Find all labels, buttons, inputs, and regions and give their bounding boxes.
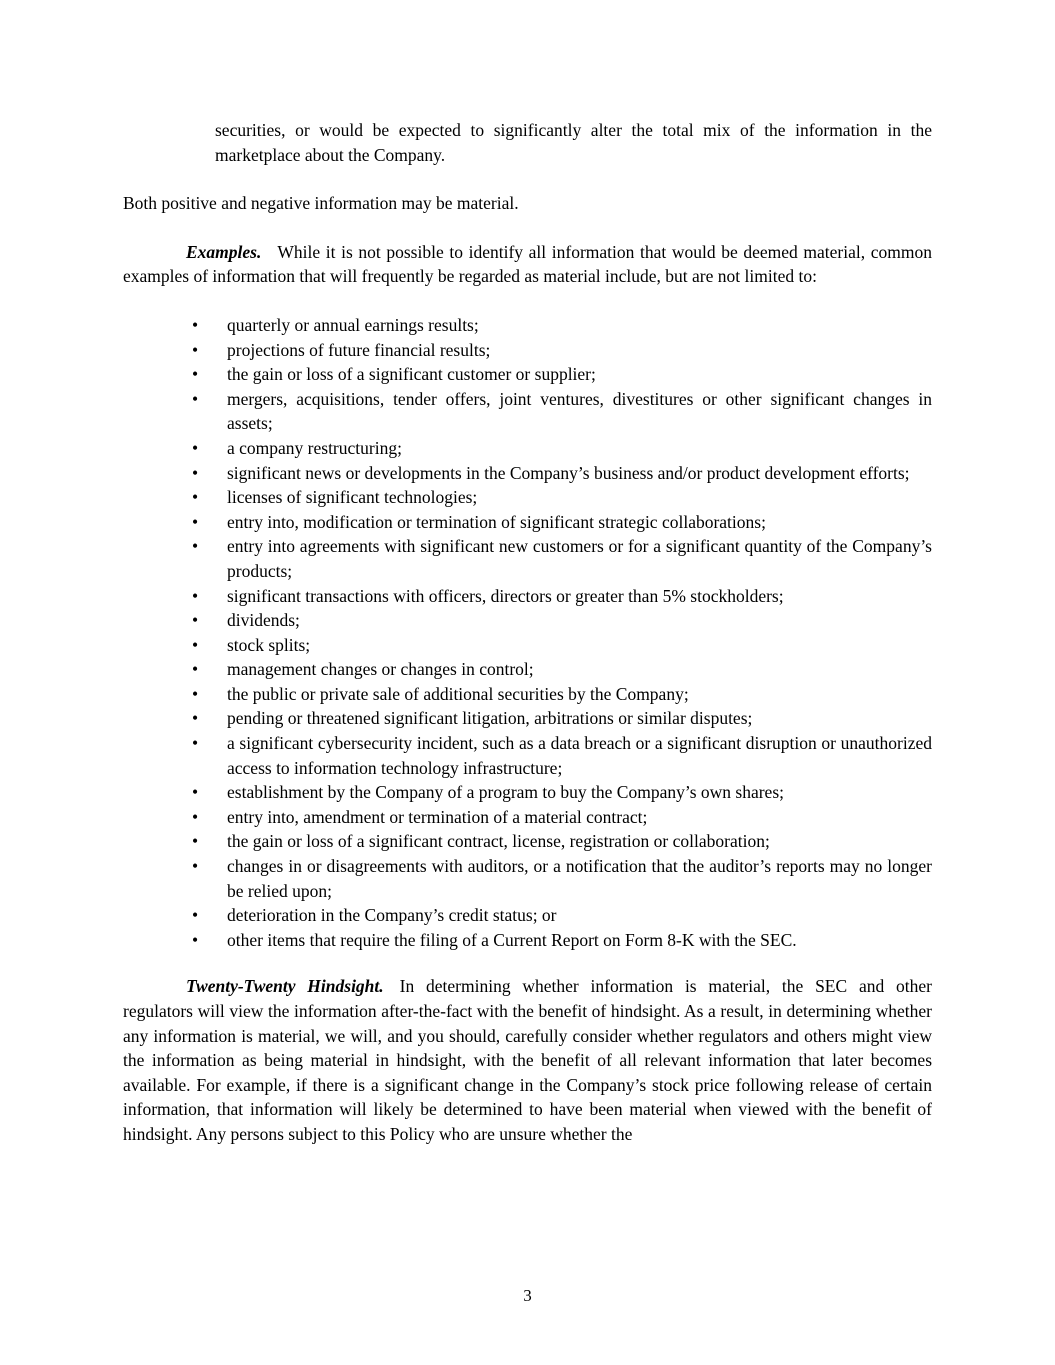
bullet-icon: • xyxy=(192,388,199,409)
list-item xyxy=(123,534,932,583)
bullet-icon: • xyxy=(192,487,199,508)
paragraph-material-note: Both positive and negative information may be material. xyxy=(123,193,519,214)
bullet-icon: • xyxy=(192,462,199,483)
list-item-text: the public or private sale of additional securities by the Company; xyxy=(227,683,689,704)
paragraph-continuation: securities, or would be expected to significantly alter the total mix of the information in the marketplace about the Company. xyxy=(215,120,932,165)
list-item xyxy=(123,731,932,780)
list-item-text: significant transactions with officers, directors or greater than 5% stockholders; xyxy=(227,585,784,606)
list-item xyxy=(123,387,932,436)
bullet-icon: • xyxy=(192,905,199,926)
list-item-text: entry into agreements with significant new customers or for a significant quantity of the Company’s products; xyxy=(227,536,932,581)
bullet-list xyxy=(123,313,932,952)
bullet-icon: • xyxy=(192,364,199,385)
list-item-text: pending or threatened significant litigation, arbitrations or similar disputes; xyxy=(227,708,753,729)
examples-lead: Examples. xyxy=(186,241,262,262)
list-item xyxy=(123,362,932,387)
list-item xyxy=(123,633,932,658)
list-item xyxy=(123,706,932,731)
list-item-text: management changes or changes in control; xyxy=(227,659,534,680)
bullet-icon: • xyxy=(192,610,199,631)
list-item xyxy=(123,657,932,682)
list-item-text: the gain or loss of a significant customer or supplier; xyxy=(227,364,596,385)
list-item xyxy=(123,584,932,609)
bullet-icon: • xyxy=(192,511,199,532)
examples-text: While it is not possible to identify all information that would be deemed material, common examples of information that will frequently be regarded as material include, but are not limited to: xyxy=(123,241,932,287)
list-item xyxy=(123,682,932,707)
bullet-icon: • xyxy=(192,929,199,950)
bullet-icon: • xyxy=(192,634,199,655)
list-item-text: significant news or developments in the Company’s business and/or product development efforts; xyxy=(227,462,910,483)
list-item xyxy=(123,485,932,510)
bullet-icon: • xyxy=(192,437,199,458)
document-content xyxy=(123,118,932,1171)
list-item-text: other items that require the filing of a Current Report on Form 8-K with the SEC. xyxy=(227,929,797,950)
bullet-icon: • xyxy=(192,314,199,335)
list-item xyxy=(123,436,932,461)
list-item-text: dividends; xyxy=(227,610,300,631)
hindsight-text: In determining whether information is material, the SEC and other regulators will view the information after-the-fact with the benefit of hindsight. As a result, in determining whether any information is material, we will, and you should, carefully consider whether regulators and others might view the information as being material in hindsight, with the benefit of all relevant information that later becomes available. For example, if there is a significant change in the Company’s stock price following release of certain information, that information will likely be determined to have been material when viewed with the benefit of hindsight. Any persons subject to this Policy who are unsure whether the xyxy=(123,976,932,1144)
list-item-text: deterioration in the Company’s credit status; or xyxy=(227,905,557,926)
bullet-icon: • xyxy=(192,782,199,803)
list-item-text: a company restructuring; xyxy=(227,437,402,458)
bullet-icon: • xyxy=(192,708,199,729)
list-item-text: a significant cybersecurity incident, such as a data breach or a significant disruption or unauthorized access to information technology infrastructure; xyxy=(227,733,932,778)
bullet-icon: • xyxy=(192,733,199,754)
list-item-text: mergers, acquisitions, tender offers, joint ventures, divestitures or other significant changes in assets; xyxy=(227,388,932,434)
page-number: 3 xyxy=(523,1286,532,1305)
bullet-icon: • xyxy=(192,339,199,360)
bullet-icon: • xyxy=(192,806,199,827)
bullet-icon: • xyxy=(192,831,199,852)
list-item xyxy=(123,829,932,854)
bullet-icon: • xyxy=(192,856,199,877)
list-item xyxy=(123,461,932,486)
bullet-icon: • xyxy=(192,585,199,606)
list-item-text: entry into, modification or termination of significant strategic collaborations; xyxy=(227,511,766,532)
list-item xyxy=(123,928,932,953)
bullet-icon: • xyxy=(192,659,199,680)
list-item-text: projections of future financial results; xyxy=(227,339,491,360)
list-item-text: the gain or loss of a significant contract, license, registration or collaboration; xyxy=(227,831,770,852)
list-item xyxy=(123,510,932,535)
list-item xyxy=(123,608,932,633)
list-item xyxy=(123,854,932,903)
paragraph-examples xyxy=(123,240,932,289)
bullet-icon: • xyxy=(192,683,199,704)
list-item-text: quarterly or annual earnings results; xyxy=(227,314,479,335)
hindsight-lead: Twenty-Twenty Hindsight. xyxy=(186,976,384,997)
list-item-text: changes in or disagreements with auditors, or a notification that the auditor’s reports may no longer be relied upon; xyxy=(227,856,932,901)
bullet-icon: • xyxy=(192,536,199,557)
list-item xyxy=(123,805,932,830)
paragraph-hindsight xyxy=(123,974,932,1146)
list-item-text: licenses of significant technologies; xyxy=(227,487,478,508)
list-item-text: establishment by the Company of a program to buy the Company’s own shares; xyxy=(227,782,784,803)
list-item xyxy=(123,780,932,805)
list-item xyxy=(123,338,932,363)
list-item-text: entry into, amendment or termination of a material contract; xyxy=(227,806,648,827)
list-item-text: stock splits; xyxy=(227,634,311,655)
list-item xyxy=(123,313,932,338)
list-item xyxy=(123,903,932,928)
